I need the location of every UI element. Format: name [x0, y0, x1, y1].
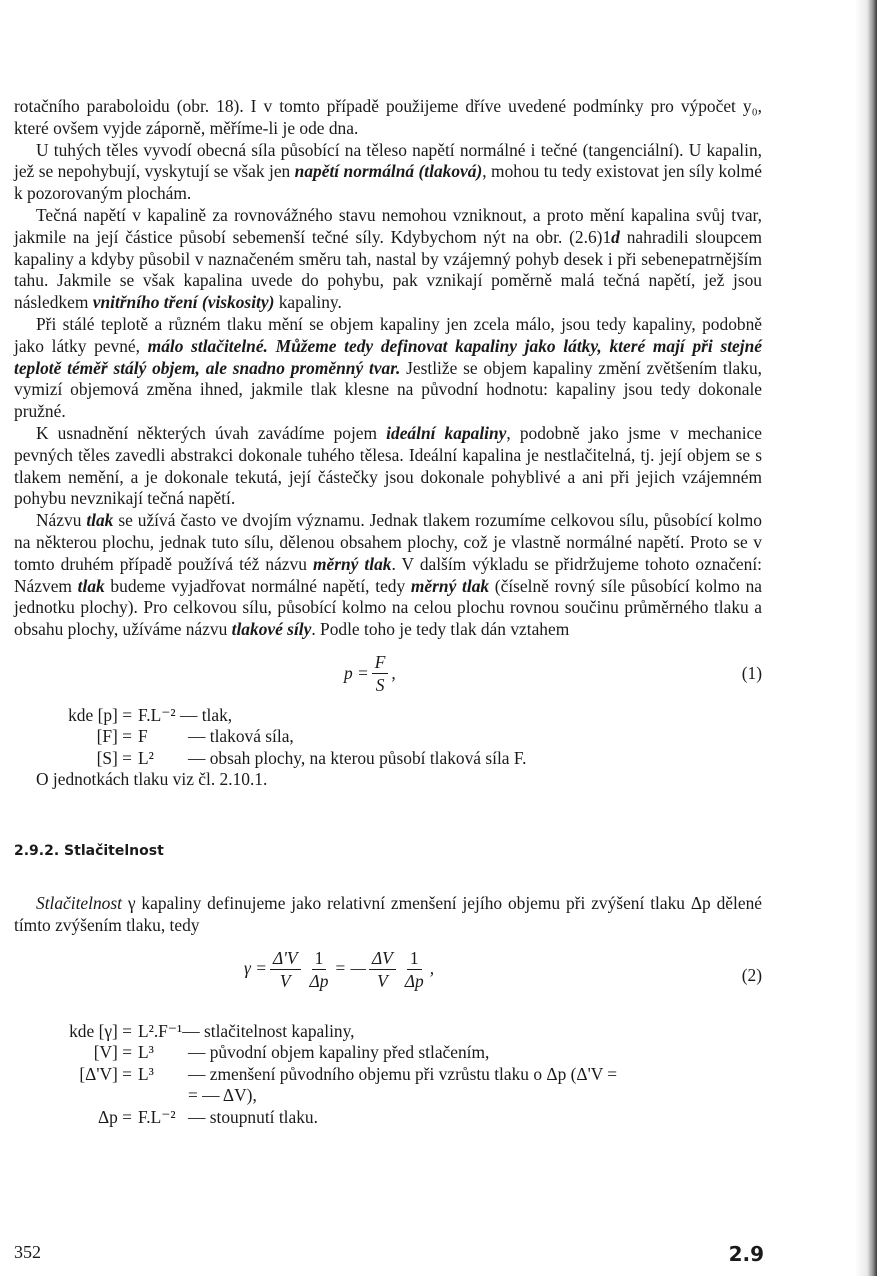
numerator: ΔV [369, 947, 396, 970]
paragraph-3 [14, 205, 762, 314]
numerator: F [372, 651, 389, 674]
text: γ kapaliny definujeme jako relativní zmenšení jejího objemu při zvýšení tlaku Δp dělené tímto zvýšením tlaku, tedy [14, 893, 762, 935]
definition-unit: L³ [138, 1042, 154, 1063]
definition-symbol: kde [γ] = [69, 1020, 132, 1041]
definition-symbol: [Δ'V] = [79, 1063, 132, 1084]
emphasis: tlak [77, 575, 105, 596]
denominator: S [375, 674, 385, 695]
text: Názvu [36, 510, 87, 531]
definition-unit [132, 1085, 188, 1107]
text: Jestliže se objem kapaliny změní zvětšením tlaku, vymizí objemová změna ihned, jakmile tlak klesne na původní hodnotu: kapaliny jsou tedy dokonale pružné. [14, 357, 762, 422]
definition-unit: L².F⁻¹— stlačitelnost kapaliny, [138, 1020, 355, 1041]
text: . V dalším výkladu se přidržujeme tohoto označení: Názvem [14, 553, 762, 596]
paragraph-7: O jednotkách tlaku viz čl. 2.10.1. [36, 769, 268, 790]
emphasis: vnitřního tření (viskosity) [92, 292, 275, 313]
fraction [307, 947, 332, 992]
definition-unit: F.L⁻² [138, 1106, 176, 1127]
definition-text: — obsah plochy, na kterou působí tlaková síla F. [188, 747, 527, 768]
emphasis: Stlačitelnost [36, 893, 122, 914]
definition-row [14, 1064, 762, 1086]
definition-symbol: [V] = [93, 1042, 132, 1063]
definition-text: — tlaková síla, [188, 726, 294, 747]
definition-unit: L³ [138, 1063, 154, 1084]
emphasis: měrný tlak [410, 575, 490, 596]
numerator: 1 [312, 947, 327, 970]
paragraph-1: rotačního paraboloidu (obr. 18). I v tomto případě použijeme dříve uvedené podmínky pro výpočet y₀, které ovšem vyjde záporně, měříme-li je ode dna. [14, 96, 762, 138]
text: K usnadnění některých úvah zavádíme pojem [36, 422, 387, 443]
denominator: V [377, 970, 388, 991]
emphasis: tlakové síly [231, 619, 312, 640]
definition-unit: F.L⁻² — tlak, [138, 704, 233, 725]
numerator: Δ'V [270, 947, 301, 970]
definitions-2 [14, 1021, 762, 1129]
equation-2 [14, 943, 762, 1009]
definition-unit: L² [138, 747, 154, 768]
text: Tečná napětí v kapalině za rovnovážného stavu nemohou vzniknout, a proto mění kapalina svůj tvar, jakmile na její částice působí sebemenší tečné síly. Kdybychom nýt na obr. (2.6)1 [14, 204, 762, 247]
section-heading: 2.9.2. Stlačitelnost [14, 843, 164, 860]
page-edge-shadow [855, 0, 877, 1276]
text: Při stálé teplotě a různém tlaku mění se objem kapaliny jen zcela málo, jsou tedy kapaliny, podobně jako látky pevné, [14, 313, 762, 356]
page-number: 352 [14, 1242, 41, 1262]
definition-row [14, 705, 762, 727]
text: (číselně rovný síle působící kolmo na jednotku plochy). Pro celkovou sílu, působící kolmo na celou plochu rovnou součinu průměrného tlaku a obsahu plochy, užíváme názvu [14, 575, 762, 640]
fraction [270, 947, 301, 992]
paragraph-5 [14, 423, 762, 510]
equation-2-formula [244, 947, 434, 992]
definition-row [14, 726, 762, 748]
emphasis: měrný tlak [312, 553, 392, 574]
definition-row [14, 1042, 762, 1064]
definition-symbol: Δp = [97, 1106, 132, 1127]
fraction [369, 947, 396, 992]
equation-1-number: (1) [741, 662, 762, 683]
definition-text: — zmenšení původního objemu při vzrůstu tlaku o Δp (Δ'V = [188, 1063, 618, 1084]
definition-text: — původní objem kapaliny před stlačením, [188, 1042, 490, 1063]
numerator: 1 [407, 947, 422, 970]
definitions-1 [14, 705, 762, 770]
definition-symbol: [F] = [96, 726, 132, 747]
definition-text: — stoupnutí tlaku. [188, 1106, 318, 1127]
text: . Podle toho je tedy tlak dán vztahem [311, 619, 570, 640]
definition-text: = — ΔV), [188, 1085, 257, 1106]
definition-row [14, 1107, 762, 1129]
emphasis: málo stlačitelné. Můžeme tedy definovat kapaliny jako látky, které mají při stejné teplotě téměř stálý objem, ale snadno proměnný tvar. [14, 335, 762, 378]
emphasis: tlak [86, 510, 114, 531]
denominator: Δp [404, 970, 424, 991]
comma: , [429, 958, 435, 979]
comma: , [391, 662, 396, 683]
denominator: V [279, 970, 291, 991]
text: kapaliny. [274, 292, 342, 313]
emphasis: napětí normálná (tlaková) [294, 161, 483, 182]
equation-2-number: (2) [741, 964, 762, 985]
equation-2-lhs: γ = [244, 958, 267, 979]
equals-minus: = — [334, 958, 366, 979]
definition-row [14, 748, 762, 770]
fraction [372, 651, 389, 696]
definition-symbol: kde [p] = [68, 704, 132, 725]
paragraph-2 [14, 140, 762, 205]
definition-unit: F [138, 726, 148, 747]
text: , podobně jako jsme v mechanice pevných těles zavedli abstrakci dokonale tuhého tělesa. Ideální kapalina je nestlačitelná, tj. její objem se s tlakem nemění, a je dokonale tekutá, její částečky jsou dokonale pohyblivé a ani při jejich vzájemném pohybu nevznikají tečná napětí. [14, 422, 762, 509]
text: , mohou tu tedy existovat jen síly kolmé k pozorovaným plochám. [14, 161, 762, 204]
definition-symbol: [S] = [96, 747, 132, 768]
emphasis: ideální kapaliny [386, 422, 507, 443]
text: se užívá často ve dvojím významu. Jednak tlakem rozumíme celkovou sílu, působící kolmo na některou plochu, jednak tuto sílu, dělenou obsahem plochy, což je vlastně normálné napětí. Proto se v tomto druhém případě používá též názvu [14, 510, 762, 574]
definition-symbol [14, 1085, 132, 1107]
page-body [14, 96, 762, 1128]
emphasis: d [611, 226, 620, 247]
text: nahradili sloupcem kapaliny a kdyby působil v naznačeném směru tah, nastal by vzájemný pohyb desek i při sebenepatrnějším tahu. Jakmile se však kapalina uvede do pohybu, pak vznikají poměrně malá tečná napětí, jež jsou následkem [14, 226, 763, 313]
paragraph-4 [14, 314, 762, 423]
paragraph-8 [14, 893, 762, 937]
definition-row [14, 1021, 762, 1043]
section-number: 2.9 [728, 1242, 764, 1266]
equation-1-formula [344, 651, 396, 696]
fraction [402, 947, 427, 992]
text: U tuhých těles vyvodí obecná síla působící na těleso napětí normálné i tečné (tangenciální). U kapalin, jež se nepohybují, vyskytují se však jen [14, 139, 762, 182]
page-footer [14, 1242, 764, 1272]
equation-1-lhs: p = [344, 662, 369, 683]
text: budeme vyjadřovat normálné napětí, tedy [104, 575, 411, 596]
paragraph-6 [14, 510, 762, 641]
definition-row [14, 1085, 762, 1107]
denominator: Δp [309, 970, 329, 991]
equation-1 [14, 647, 762, 703]
